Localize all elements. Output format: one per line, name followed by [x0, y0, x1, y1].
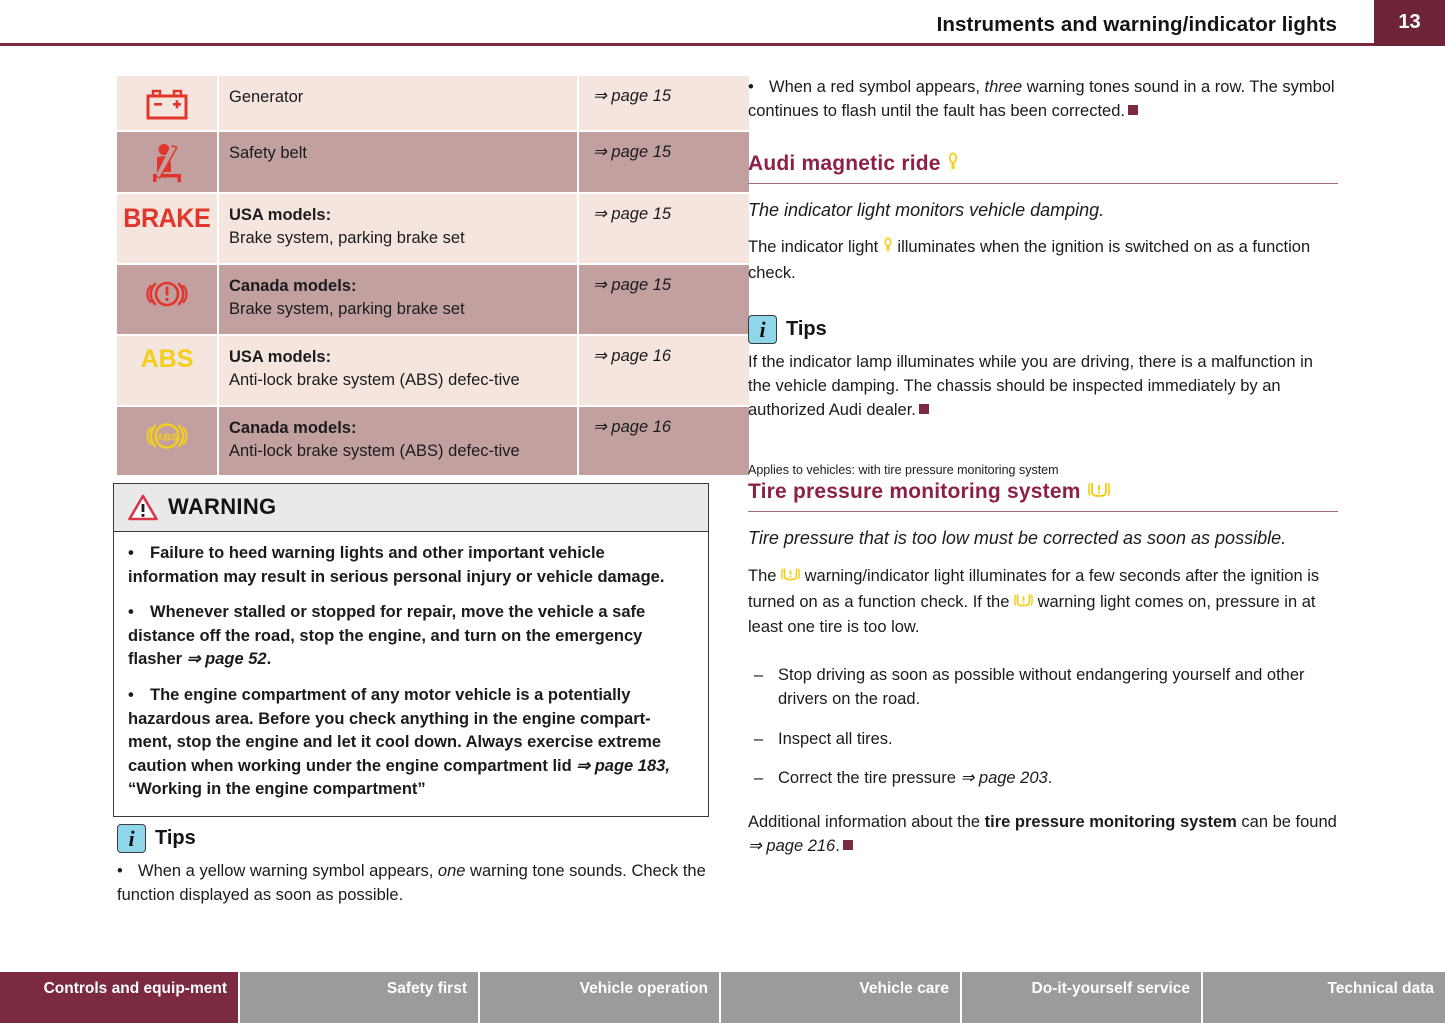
- tire-pressure-closing: [748, 811, 1338, 859]
- warning-title: WARNING: [168, 494, 277, 519]
- footer-tab-technical-data[interactable]: Technical data: [1203, 972, 1445, 1023]
- generator-battery-icon: [117, 76, 218, 131]
- list-item: [748, 767, 1338, 791]
- left-column: [117, 76, 711, 477]
- warning-bullet-3-prefix: The engine compartment of any motor vehicle is a potentially hazardous area. Before you check anything in the engine compart-ment, stop the engine and let it cool down. Always exercise extreme caution when working under the engine compartment lid: [128, 685, 662, 775]
- table-cell-page-ref[interactable]: ⇒ page 15: [578, 264, 749, 335]
- intro-bullet-italic: three: [984, 78, 1023, 96]
- generator-battery-icon-svg: [142, 85, 192, 125]
- desc-bold: Canada models:: [229, 418, 357, 437]
- page-reference[interactable]: ⇒ page 216: [748, 836, 836, 855]
- page-header: [0, 0, 1445, 46]
- safety-belt-icon-svg: [144, 141, 190, 187]
- tire-pressure-para-a: The: [748, 566, 782, 585]
- dash-marker: –: [754, 769, 764, 788]
- tips-left-bullet: [117, 860, 713, 908]
- desc-bold: USA models:: [229, 206, 332, 224]
- list-item: [748, 664, 1338, 712]
- closing-bold: tire pressure monitoring system: [984, 813, 1237, 832]
- page-title: Instruments and warning/indicator lights: [936, 13, 1337, 36]
- warning-bullet-2: [128, 601, 694, 672]
- tips-header: [117, 824, 713, 853]
- table-cell-page-ref[interactable]: ⇒ page 16: [578, 406, 749, 477]
- warning-callout-box: [113, 483, 709, 817]
- brake-circle-icon-svg: [142, 274, 192, 314]
- warning-triangle-icon: [128, 494, 158, 521]
- safety-belt-icon: [117, 131, 218, 193]
- section-kicker-tire-pressure: Applies to vehicles: with tire pressure monitoring system: [748, 462, 1059, 477]
- desc-text: Brake system, parking brake set: [229, 300, 465, 319]
- closing-suffix: .: [835, 836, 840, 855]
- info-icon: i: [748, 315, 777, 344]
- right-column: [748, 76, 1338, 870]
- tips-right-text: [748, 351, 1338, 422]
- bullet-marker: [748, 76, 769, 100]
- desc-bold: USA models:: [229, 347, 332, 366]
- table-row: [117, 264, 749, 335]
- end-of-section-marker: [843, 840, 853, 850]
- list-item: [748, 728, 1338, 752]
- warning-bullet-1-text: Failure to heed warning lights and other important vehicle information may result in serious personal injury or vehicle damage.: [128, 544, 665, 586]
- table-cell-page-ref[interactable]: ⇒ page 15: [578, 131, 749, 193]
- magnetic-ride-indicator-icon: [883, 237, 893, 262]
- desc-bold: Canada models:: [229, 276, 357, 295]
- table-cell-description: [218, 76, 578, 131]
- desc-text: Brake system, parking brake set: [229, 229, 465, 248]
- end-of-section-marker: [919, 404, 929, 414]
- list-item-text: Inspect all tires.: [778, 729, 893, 748]
- table-row: [117, 76, 749, 131]
- tire-pressure-indicator-icon: [781, 566, 800, 591]
- tips-label: Tips: [786, 318, 827, 341]
- page-reference[interactable]: ⇒ page 52: [186, 650, 267, 669]
- table-row: [117, 131, 749, 193]
- tips-left-suffix: warning tone sounds. Check the function displayed as soon as possible.: [117, 862, 706, 904]
- footer-tab-safety-first[interactable]: Safety first: [240, 972, 480, 1023]
- page-reference[interactable]: ⇒ page 183,: [576, 756, 670, 775]
- magnetic-ride-body-prefix: The indicator light: [748, 237, 883, 256]
- table-cell-page-ref[interactable]: ⇒ page 15: [578, 76, 749, 131]
- section-subtitle-magnetic-ride: The indicator light monitors vehicle damping.: [748, 199, 1105, 220]
- warning-bullet-3-suffix: “Working in the engine compartment”: [128, 780, 426, 799]
- warning-bullet-3: [128, 684, 694, 802]
- section-subtitle-tire-pressure: Tire pressure that is too low must be corrected as soon as possible.: [748, 528, 1287, 549]
- tips-left-prefix: When a yellow warning symbol appears,: [138, 862, 438, 880]
- section-heading-text: Tire pressure monitoring system: [748, 480, 1081, 504]
- list-item-prefix: Correct the tire pressure: [778, 769, 961, 788]
- page-number: 13: [1398, 11, 1421, 33]
- warning-bullet-2-prefix: Whenever stalled or stopped for repair, move the vehicle a safe distance off the road, stop the engine, and turn on the emergency flasher: [128, 603, 646, 669]
- table-row: [117, 335, 749, 406]
- table-cell-page-ref[interactable]: ⇒ page 15: [578, 193, 749, 264]
- section-heading-magnetic-ride: [748, 152, 1338, 184]
- table-cell-description: [218, 406, 578, 477]
- desc-text: Generator: [229, 88, 304, 106]
- closing-prefix: Additional information about the: [748, 813, 985, 832]
- desc-text: Anti-lock brake system (ABS) defec-tive: [229, 371, 520, 390]
- abs-circle-icon-svg: [141, 416, 193, 456]
- footer-tab-vehicle-care[interactable]: Vehicle care: [721, 972, 962, 1023]
- table-cell-description: [218, 193, 578, 264]
- brake-text-glyph: BRAKE: [123, 203, 211, 233]
- table-cell-description: [218, 335, 578, 406]
- dash-marker: –: [754, 666, 764, 685]
- brake-text-icon: [117, 193, 218, 264]
- table-row: [117, 406, 749, 477]
- table-cell-description: [218, 264, 578, 335]
- desc-text: Safety belt: [229, 144, 307, 162]
- tire-pressure-body: [748, 565, 1338, 640]
- brake-circle-icon: [117, 264, 218, 335]
- warning-bullet-2-suffix: .: [266, 650, 272, 669]
- tips-header: [748, 315, 1338, 344]
- section-heading-text: Audi magnetic ride: [748, 151, 941, 175]
- tire-pressure-indicator-icon: [1088, 480, 1110, 506]
- info-icon: i: [117, 824, 146, 853]
- footer-tab-vehicle-operation[interactable]: Vehicle operation: [480, 972, 721, 1023]
- warning-bullet-1: [128, 542, 694, 589]
- abs-circle-icon: [117, 406, 218, 477]
- end-of-section-marker: [1128, 105, 1138, 115]
- tips-block-left: [117, 824, 713, 919]
- abs-text-icon: [117, 335, 218, 406]
- list-item-suffix: .: [1047, 769, 1053, 788]
- magnetic-ride-indicator-icon: [947, 152, 959, 178]
- tips-label: Tips: [155, 827, 196, 849]
- magnetic-ride-body: [748, 236, 1338, 286]
- section-heading-tire-pressure: [748, 480, 1338, 512]
- tire-pressure-indicator-icon: [1014, 592, 1033, 617]
- table-row: [117, 193, 749, 264]
- intro-bullet: [748, 76, 1338, 124]
- closing-mid: can be found: [1236, 813, 1337, 832]
- bullet-marker: [128, 684, 150, 708]
- dash-marker: –: [754, 729, 764, 748]
- magnetic-ride-body-suffix: illuminates when the ignition is switched on as a function check.: [748, 237, 1311, 282]
- bullet-marker: [128, 542, 150, 566]
- desc-text: Anti-lock brake system (ABS) defec-tive: [229, 441, 520, 460]
- intro-bullet-prefix: When a red symbol appears,: [769, 78, 985, 96]
- tire-pressure-para-c: warning light comes on, pressure in at least one tire is too low.: [748, 592, 1316, 637]
- warning-symbols-table: [117, 76, 749, 477]
- page-reference[interactable]: ⇒ page 203: [960, 769, 1048, 788]
- abs-text-glyph: ABS: [140, 344, 194, 373]
- tire-pressure-para-b: warning/indicator light illuminates for a few seconds after the ignition is turned on as a function check. If the: [748, 566, 1320, 611]
- table-cell-page-ref[interactable]: ⇒ page 16: [578, 335, 749, 406]
- footer-tab-controls-and-equipment[interactable]: Controls and equip-ment: [0, 972, 240, 1023]
- list-item-text: Stop driving as soon as possible without endangering yourself and other drivers on the road.: [778, 666, 1305, 708]
- footer-tabs: [0, 972, 1445, 1023]
- footer-tab-do-it-yourself-service[interactable]: Do-it-yourself service: [962, 972, 1203, 1023]
- warning-callout-body: [114, 532, 708, 816]
- tips-left-italic: one: [437, 862, 466, 880]
- header-rule: [0, 43, 1374, 46]
- bullet-marker: [117, 860, 138, 884]
- svg-text:ABS: ABS: [156, 432, 178, 444]
- table-cell-description: [218, 131, 578, 193]
- bullet-marker: [128, 601, 150, 625]
- intro-bullet-suffix: warning tones sound in a row. The symbol continues to flash until the fault has been corrected.: [748, 78, 1335, 120]
- tips-right-body: If the indicator lamp illuminates while you are driving, there is a malfunction in the vehicle damping. The chassis should be inspected immediately by an authorized Audi dealer.: [748, 353, 1313, 419]
- warning-callout-header: [114, 484, 708, 532]
